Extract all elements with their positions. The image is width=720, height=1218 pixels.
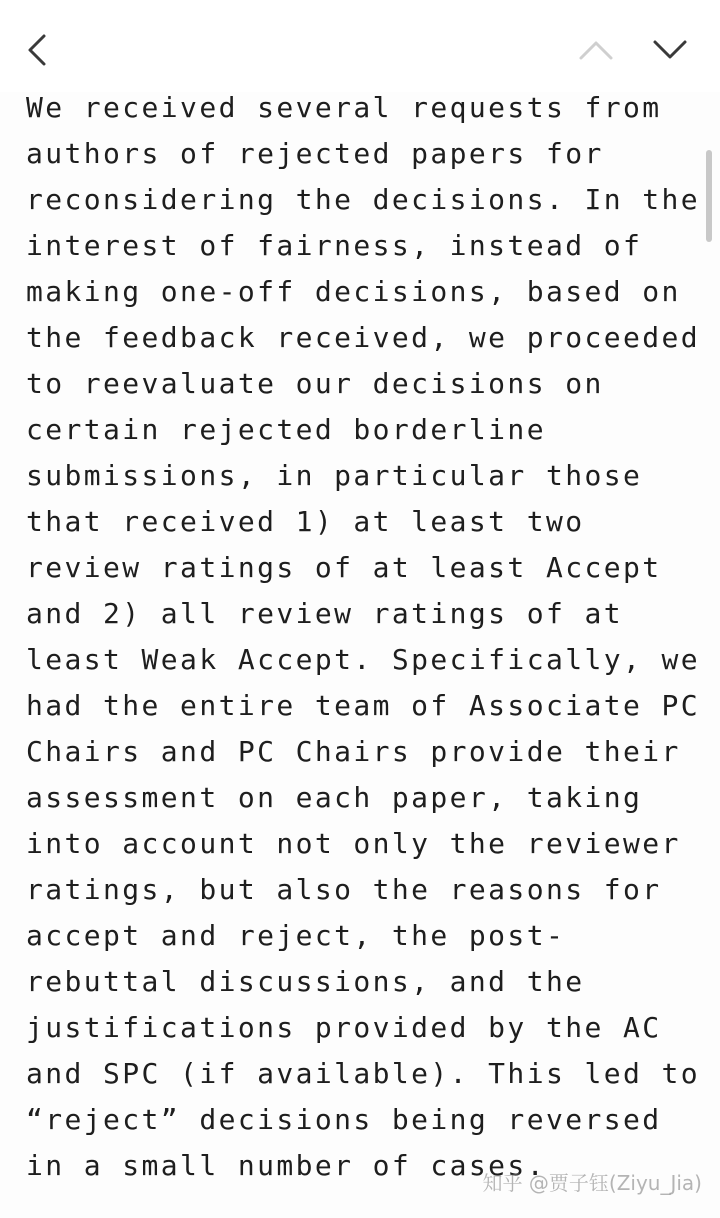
article-line: reconsidering the decisions. In the bbox=[26, 183, 701, 216]
article-line: had the entire team of Associate PC bbox=[26, 689, 701, 722]
article-line: assessment on each paper, taking bbox=[26, 781, 643, 814]
article-line: justifications provided by the AC bbox=[26, 1011, 662, 1044]
article-line: in a small number of cases. bbox=[26, 1149, 546, 1182]
scrollbar-thumb[interactable] bbox=[706, 150, 712, 242]
previous-button[interactable] bbox=[574, 32, 618, 68]
article-line: rebuttal discussions, and the bbox=[26, 965, 585, 998]
article-line: submissions, in particular those bbox=[26, 459, 643, 492]
article-body bbox=[26, 85, 706, 1189]
article-line: review ratings of at least Accept bbox=[26, 551, 662, 584]
article-line: Chairs and PC Chairs provide their bbox=[26, 735, 681, 768]
chevron-down-icon bbox=[648, 32, 692, 68]
chevron-up-icon bbox=[574, 32, 618, 68]
article-line: interest of fairness, instead of bbox=[26, 229, 643, 262]
article-line: certain rejected borderline bbox=[26, 413, 546, 446]
article-line: “reject” decisions being reversed bbox=[26, 1103, 662, 1136]
chevron-left-icon bbox=[22, 28, 58, 72]
watermark: 知乎 @贾子钰(Ziyu_Jia) bbox=[482, 1171, 702, 1195]
article-line: least Weak Accept. Specifically, we bbox=[26, 643, 701, 676]
top-navigation-bar bbox=[0, 0, 720, 92]
article-line: and 2) all review ratings of at bbox=[26, 597, 623, 630]
article-line: ratings, but also the reasons for bbox=[26, 873, 662, 906]
article-line: that received 1) at least two bbox=[26, 505, 585, 538]
article-line: making one-off decisions, based on bbox=[26, 275, 681, 308]
back-button[interactable] bbox=[22, 28, 58, 72]
scrollbar[interactable] bbox=[706, 150, 714, 250]
article-line: into account not only the reviewer bbox=[26, 827, 681, 860]
article-line: to reevaluate our decisions on bbox=[26, 367, 604, 400]
next-button[interactable] bbox=[648, 32, 692, 68]
article-line: We received several requests from bbox=[26, 91, 662, 124]
article-line: and SPC (if available). This led to bbox=[26, 1057, 701, 1090]
article-line: accept and reject, the post- bbox=[26, 919, 566, 952]
article-line: the feedback received, we proceeded bbox=[26, 321, 701, 354]
article-line: authors of rejected papers for bbox=[26, 137, 604, 170]
